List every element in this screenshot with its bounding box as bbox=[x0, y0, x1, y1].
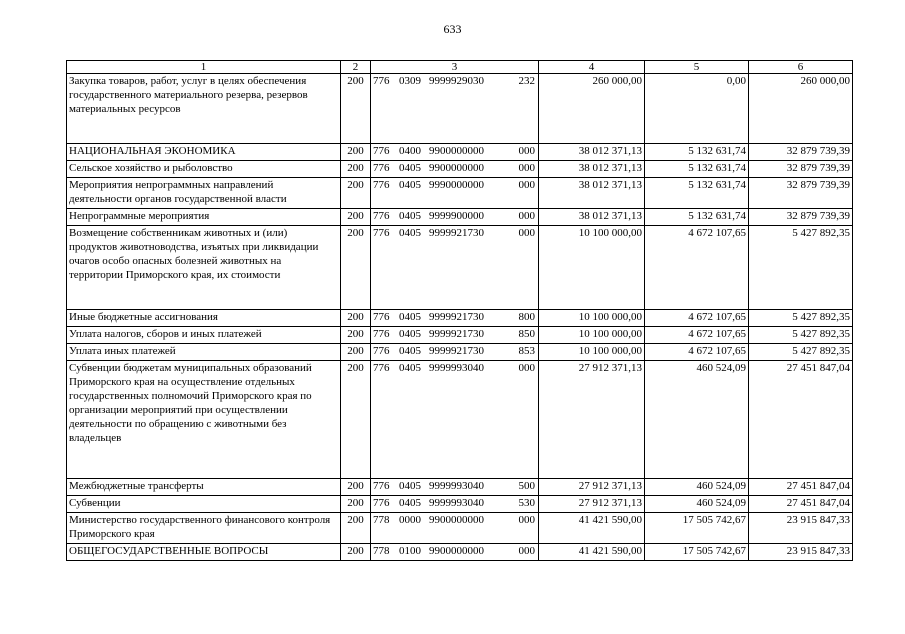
row-value-col5: 4 672 107,65 bbox=[645, 327, 749, 344]
row-code-200: 200 bbox=[341, 144, 371, 161]
row-value-col4: 41 421 590,00 bbox=[539, 544, 645, 561]
code-expense-type: 000 bbox=[518, 162, 535, 174]
row-name: Возмещение собственникам животных и (или) продуктов животноводства, изъятых при ликвидации очагов особо опасных болезней животных на территории Приморского края, их стоимости bbox=[67, 226, 341, 310]
code-section: 0405 bbox=[399, 227, 421, 239]
row-name: Субвенции бюджетам муниципальных образований Приморского края на осуществление отдельных государственных полномочий Приморского края по организации мероприятий при осуществлении деятельности по обращению с животными без владельцев bbox=[67, 361, 341, 479]
code-section: 0405 bbox=[399, 179, 421, 191]
row-value-col6: 23 915 847,33 bbox=[749, 513, 853, 544]
row-name: Министерство государственного финансового контроля Приморского края bbox=[67, 513, 341, 544]
column-header-6: 6 bbox=[749, 61, 853, 74]
code-expense-type: 850 bbox=[518, 328, 535, 340]
row-value-col5: 17 505 742,67 bbox=[645, 544, 749, 561]
row-code-200: 200 bbox=[341, 209, 371, 226]
row-code-200: 200 bbox=[341, 344, 371, 361]
row-code-200: 200 bbox=[341, 361, 371, 479]
code-expense-type: 000 bbox=[518, 227, 535, 239]
table-row bbox=[67, 344, 853, 361]
table-row bbox=[67, 226, 853, 310]
row-name: Уплата налогов, сборов и иных платежей bbox=[67, 327, 341, 344]
code-target: 9900000000 bbox=[429, 514, 484, 526]
row-classification-code bbox=[371, 344, 539, 361]
row-name: Закупка товаров, работ, услуг в целях обеспечения государственного материального резерва, резервов материальных ресурсов bbox=[67, 74, 341, 144]
row-name: Мероприятия непрограммных направлений деятельности органов государственной власти bbox=[67, 178, 341, 209]
row-code-200: 200 bbox=[341, 178, 371, 209]
row-code-200: 200 bbox=[341, 310, 371, 327]
code-ministry: 776 bbox=[373, 497, 390, 509]
row-classification-code bbox=[371, 226, 539, 310]
table-row bbox=[67, 361, 853, 479]
row-value-col5: 5 132 631,74 bbox=[645, 209, 749, 226]
row-name: Непрограммные мероприятия bbox=[67, 209, 341, 226]
row-value-col6: 32 879 739,39 bbox=[749, 144, 853, 161]
table-row bbox=[67, 178, 853, 209]
row-value-col6: 27 451 847,04 bbox=[749, 496, 853, 513]
column-header-4: 4 bbox=[539, 61, 645, 74]
row-value-col6: 5 427 892,35 bbox=[749, 327, 853, 344]
row-value-col5: 5 132 631,74 bbox=[645, 161, 749, 178]
row-classification-code bbox=[371, 479, 539, 496]
row-value-col5: 0,00 bbox=[645, 74, 749, 144]
code-target: 9999921730 bbox=[429, 311, 484, 323]
row-value-col5: 5 132 631,74 bbox=[645, 178, 749, 209]
row-value-col4: 10 100 000,00 bbox=[539, 344, 645, 361]
column-header-2: 2 bbox=[341, 61, 371, 74]
row-value-col6: 5 427 892,35 bbox=[749, 344, 853, 361]
row-value-col6: 260 000,00 bbox=[749, 74, 853, 144]
code-target: 9999900000 bbox=[429, 210, 484, 222]
row-value-col6: 32 879 739,39 bbox=[749, 178, 853, 209]
code-target: 9999921730 bbox=[429, 328, 484, 340]
page-number: 633 bbox=[443, 22, 462, 36]
code-target: 9990000000 bbox=[429, 179, 484, 191]
row-classification-code bbox=[371, 161, 539, 178]
code-expense-type: 853 bbox=[518, 345, 535, 357]
code-section: 0000 bbox=[399, 514, 421, 526]
row-value-col5: 17 505 742,67 bbox=[645, 513, 749, 544]
code-expense-type: 000 bbox=[518, 179, 535, 191]
code-ministry: 776 bbox=[373, 179, 390, 191]
row-value-col4: 41 421 590,00 bbox=[539, 513, 645, 544]
code-expense-type: 530 bbox=[518, 497, 535, 509]
code-ministry: 776 bbox=[373, 227, 390, 239]
row-name: Уплата иных платежей bbox=[67, 344, 341, 361]
row-name: Межбюджетные трансферты bbox=[67, 479, 341, 496]
code-target: 9900000000 bbox=[429, 545, 484, 557]
row-value-col6: 5 427 892,35 bbox=[749, 226, 853, 310]
row-classification-code bbox=[371, 209, 539, 226]
code-expense-type: 000 bbox=[518, 362, 535, 374]
row-classification-code bbox=[371, 144, 539, 161]
table-row bbox=[67, 310, 853, 327]
code-expense-type: 000 bbox=[518, 210, 535, 222]
row-value-col6: 27 451 847,04 bbox=[749, 361, 853, 479]
row-classification-code bbox=[371, 361, 539, 479]
row-name: НАЦИОНАЛЬНАЯ ЭКОНОМИКА bbox=[67, 144, 341, 161]
row-value-col5: 4 672 107,65 bbox=[645, 310, 749, 327]
row-value-col5: 460 524,09 bbox=[645, 479, 749, 496]
row-code-200: 200 bbox=[341, 226, 371, 310]
row-name: Иные бюджетные ассигнования bbox=[67, 310, 341, 327]
code-expense-type: 500 bbox=[518, 480, 535, 492]
row-value-col4: 38 012 371,13 bbox=[539, 144, 645, 161]
row-classification-code bbox=[371, 496, 539, 513]
budget-table bbox=[66, 60, 853, 561]
row-code-200: 200 bbox=[341, 161, 371, 178]
code-section: 0100 bbox=[399, 545, 421, 557]
column-header-3: 3 bbox=[371, 61, 539, 74]
code-section: 0400 bbox=[399, 145, 421, 157]
code-ministry: 776 bbox=[373, 210, 390, 222]
code-section: 0405 bbox=[399, 162, 421, 174]
row-value-col5: 4 672 107,65 bbox=[645, 226, 749, 310]
code-ministry: 778 bbox=[373, 545, 390, 557]
row-value-col5: 5 132 631,74 bbox=[645, 144, 749, 161]
code-target: 9999993040 bbox=[429, 497, 484, 509]
code-ministry: 776 bbox=[373, 75, 390, 87]
row-code-200: 200 bbox=[341, 327, 371, 344]
row-value-col6: 32 879 739,39 bbox=[749, 209, 853, 226]
code-section: 0405 bbox=[399, 328, 421, 340]
table-row bbox=[67, 74, 853, 144]
table-row bbox=[67, 144, 853, 161]
table-header-row bbox=[67, 61, 853, 74]
table-row bbox=[67, 479, 853, 496]
row-classification-code bbox=[371, 327, 539, 344]
row-value-col5: 460 524,09 bbox=[645, 361, 749, 479]
row-value-col5: 4 672 107,65 bbox=[645, 344, 749, 361]
row-name: Сельское хозяйство и рыболовство bbox=[67, 161, 341, 178]
row-value-col4: 27 912 371,13 bbox=[539, 361, 645, 479]
code-target: 9999921730 bbox=[429, 345, 484, 357]
code-expense-type: 800 bbox=[518, 311, 535, 323]
row-value-col4: 38 012 371,13 bbox=[539, 161, 645, 178]
row-value-col4: 27 912 371,13 bbox=[539, 496, 645, 513]
row-name: Субвенции bbox=[67, 496, 341, 513]
row-classification-code bbox=[371, 178, 539, 209]
code-ministry: 776 bbox=[373, 311, 390, 323]
code-expense-type: 000 bbox=[518, 145, 535, 157]
row-value-col4: 10 100 000,00 bbox=[539, 226, 645, 310]
row-classification-code bbox=[371, 513, 539, 544]
code-section: 0405 bbox=[399, 311, 421, 323]
row-value-col4: 38 012 371,13 bbox=[539, 209, 645, 226]
code-section: 0405 bbox=[399, 345, 421, 357]
column-header-1: 1 bbox=[67, 61, 341, 74]
row-classification-code bbox=[371, 74, 539, 144]
row-code-200: 200 bbox=[341, 544, 371, 561]
code-section: 0405 bbox=[399, 480, 421, 492]
row-value-col4: 10 100 000,00 bbox=[539, 327, 645, 344]
code-ministry: 776 bbox=[373, 162, 390, 174]
row-value-col4: 27 912 371,13 bbox=[539, 479, 645, 496]
code-ministry: 776 bbox=[373, 480, 390, 492]
row-code-200: 200 bbox=[341, 496, 371, 513]
code-ministry: 776 bbox=[373, 362, 390, 374]
code-target: 9999921730 bbox=[429, 227, 484, 239]
row-value-col4: 38 012 371,13 bbox=[539, 178, 645, 209]
row-value-col6: 23 915 847,33 bbox=[749, 544, 853, 561]
table-row bbox=[67, 327, 853, 344]
code-target: 9999993040 bbox=[429, 480, 484, 492]
table-row bbox=[67, 209, 853, 226]
code-target: 9900000000 bbox=[429, 162, 484, 174]
row-value-col5: 460 524,09 bbox=[645, 496, 749, 513]
code-target: 9900000000 bbox=[429, 145, 484, 157]
row-code-200: 200 bbox=[341, 74, 371, 144]
table-row bbox=[67, 513, 853, 544]
table-row bbox=[67, 496, 853, 513]
row-classification-code bbox=[371, 544, 539, 561]
row-value-col6: 32 879 739,39 bbox=[749, 161, 853, 178]
code-target: 9999929030 bbox=[429, 75, 484, 87]
code-target: 9999993040 bbox=[429, 362, 484, 374]
code-section: 0405 bbox=[399, 497, 421, 509]
row-value-col6: 5 427 892,35 bbox=[749, 310, 853, 327]
code-section: 0405 bbox=[399, 362, 421, 374]
table-row bbox=[67, 161, 853, 178]
code-section: 0309 bbox=[399, 75, 421, 87]
code-ministry: 776 bbox=[373, 328, 390, 340]
code-ministry: 776 bbox=[373, 345, 390, 357]
row-value-col4: 260 000,00 bbox=[539, 74, 645, 144]
table-row bbox=[67, 544, 853, 561]
row-classification-code bbox=[371, 310, 539, 327]
row-code-200: 200 bbox=[341, 479, 371, 496]
code-expense-type: 000 bbox=[518, 514, 535, 526]
code-expense-type: 232 bbox=[518, 75, 535, 87]
column-header-5: 5 bbox=[645, 61, 749, 74]
code-ministry: 776 bbox=[373, 145, 390, 157]
code-expense-type: 000 bbox=[518, 545, 535, 557]
code-ministry: 778 bbox=[373, 514, 390, 526]
row-value-col4: 10 100 000,00 bbox=[539, 310, 645, 327]
row-code-200: 200 bbox=[341, 513, 371, 544]
row-value-col6: 27 451 847,04 bbox=[749, 479, 853, 496]
code-section: 0405 bbox=[399, 210, 421, 222]
row-name: ОБЩЕГОСУДАРСТВЕННЫЕ ВОПРОСЫ bbox=[67, 544, 341, 561]
